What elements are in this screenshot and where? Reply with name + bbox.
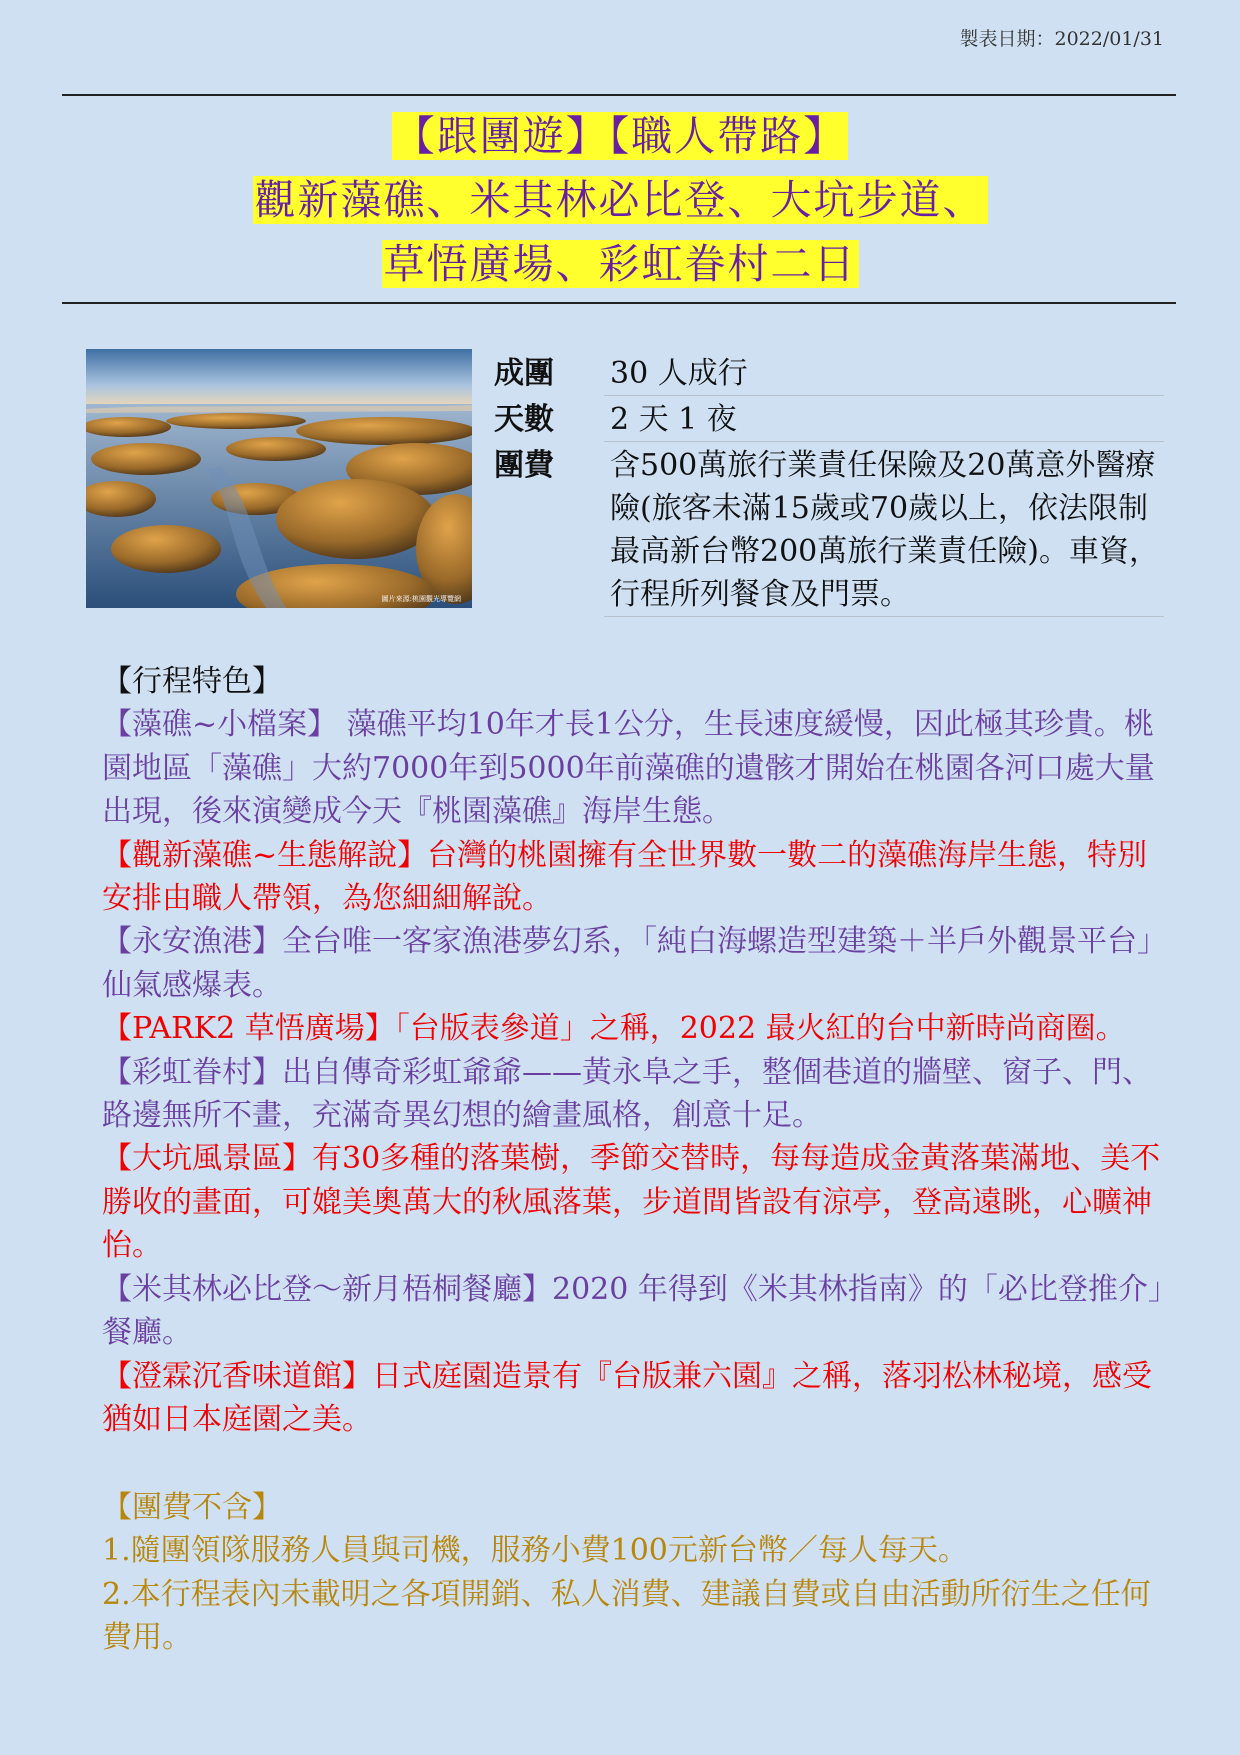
info-label: 成團 — [494, 356, 554, 391]
feature-item: 【觀新藻礁~生態解說】台灣的桃園擁有全世界數一數二的藻礁海岸生態，特別安排由職人帶領，為您細細解說。 — [102, 837, 1148, 917]
photo-credit: 圖片來源:桃園觀光導覽網 — [381, 595, 461, 603]
feature-item: 【永安漁港】全台唯一客家漁港夢幻系，「純白海螺造型建築＋半戶外觀景平台」仙氣感爆表。 — [102, 924, 1167, 1003]
info-value: 2 天 1 夜 — [604, 396, 1164, 442]
feature-item: 【米其林必比登～新月梧桐餐廳】2020 年得到《米其林指南》的「必比登推介」餐廳。 — [102, 1271, 1163, 1351]
feature-item: 【PARK2 草悟廣場】「台版表參道」之稱，2022 最火紅的台中新時尚商圈。 — [102, 1011, 1126, 1047]
info-row-group-size — [494, 350, 1164, 396]
feature-item: 【大坑風景區】有30多種的落葉樹，季節交替時，每每造成金黃落葉滿地、美不勝收的畫面，可媲美奧萬大的秋風落葉，步道間皆設有涼亭，登高遠眺，心曠神怡。 — [102, 1141, 1161, 1264]
info-value: 含500萬旅行業責任保險及20萬意外醫療險(旅客未滿15歲或70歲以上，依法限制最高新台幣200萬旅行業責任險)。車資，行程所列餐食及門票。 — [604, 442, 1164, 617]
title-line-2: 觀新藻礁、米其林必比登、大坑步道、 — [254, 176, 986, 224]
features-heading: 【行程特色】 — [102, 664, 282, 699]
info-label: 團費 — [494, 448, 554, 483]
info-row-fee — [494, 442, 1164, 617]
exclusions-heading: 【團費不含】 — [102, 1490, 282, 1525]
bottom-divider — [62, 302, 1176, 304]
date-label: 製表日期：2022/01/31 — [959, 28, 1164, 50]
exclusions-section — [102, 1486, 1172, 1660]
feature-item: 【彩虹眷村】出自傳奇彩虹爺爺——黃永阜之手，整個巷道的牆壁、窗子、門、路邊無所不畫，充滿奇異幻想的繪畫風格，創意十足。 — [102, 1054, 1152, 1134]
info-label: 天數 — [494, 402, 554, 437]
tour-info-table — [494, 350, 1164, 617]
algal-reef-photo — [86, 349, 472, 608]
exclusion-item: 2.本行程表內未載明之各項開銷、私人消費、建議自費或自由活動所衍生之任何費用。 — [102, 1576, 1151, 1656]
feature-item: 【藻礁~小檔案】 藻礁平均10年才長1公分，生長速度緩慢，因此極其珍貴。桃園地區「藻礁」大約7000年到5000年前藻礁的遺骸才開始在桃園各河口處大量出現，後來演變成今天『桃園藻礁』海岸生態。 — [102, 707, 1155, 830]
info-row-days — [494, 396, 1164, 442]
title-line-1: 【跟團遊】【職人帶路】 — [393, 112, 847, 160]
top-divider — [62, 94, 1176, 96]
title-line-3: 草悟廣場、彩虹眷村二日 — [383, 240, 857, 288]
exclusion-item: 1.隨團領隊服務人員與司機，服務小費100元新台幣／每人每天。 — [102, 1533, 968, 1569]
features-section — [102, 660, 1172, 1441]
info-value: 30 人成行 — [604, 350, 1164, 396]
tour-title — [0, 104, 1240, 296]
feature-item: 【澄霖沉香味道館】日式庭園造景有『台版兼六園』之稱，落羽松林秘境，感受猶如日本庭園之美。 — [102, 1358, 1152, 1437]
